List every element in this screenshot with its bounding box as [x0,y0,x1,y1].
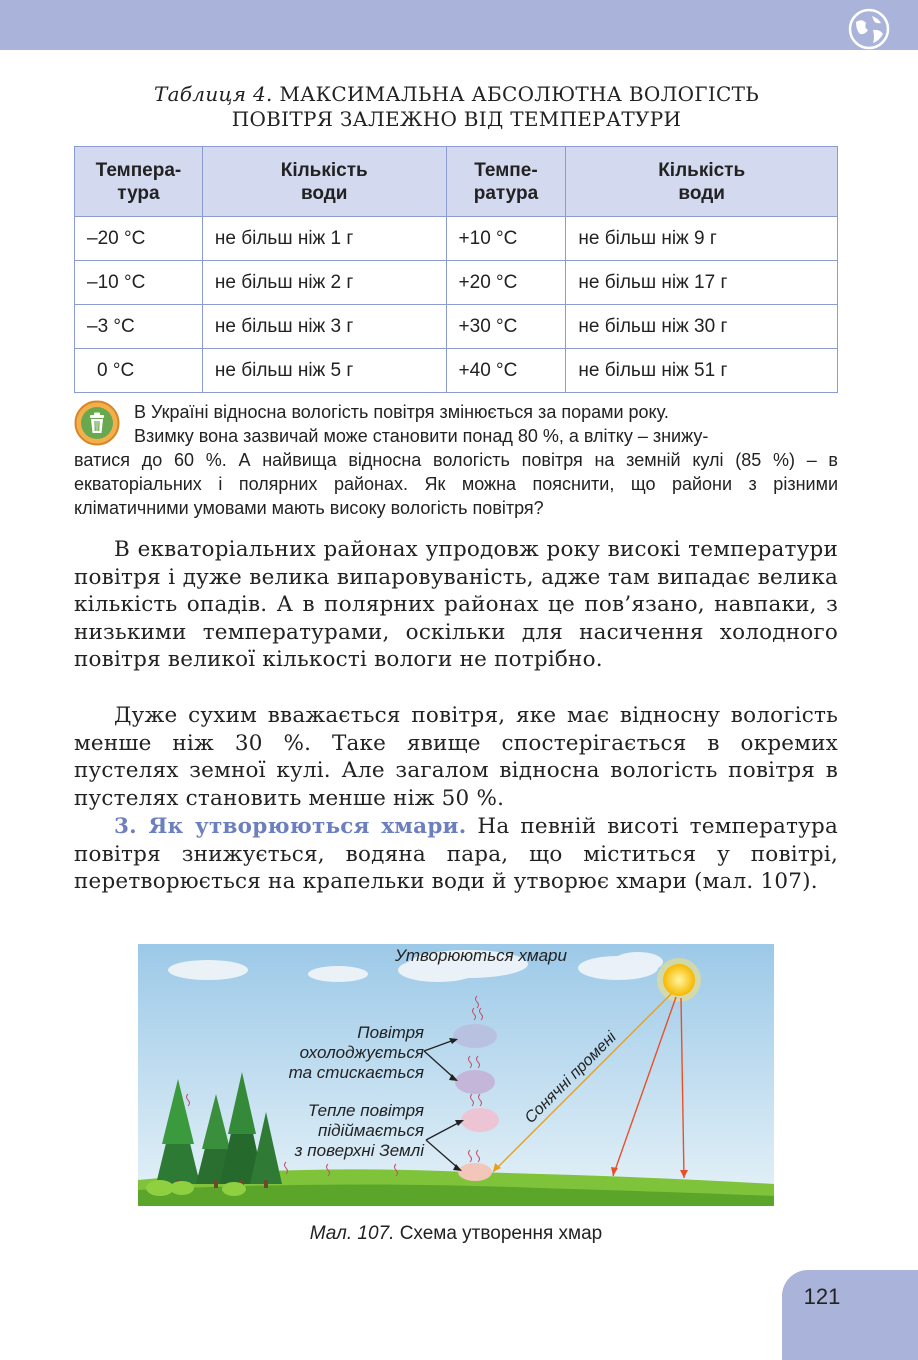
figure-caption [138,1223,774,1245]
paragraph-1: В екваторіальних районах упродовж року високі температури повітря і дуже велика випаровуваність, адже там випадає велика кількість опадів. А в полярних районах це пов’язано, навпаки, з низькими температурами, оскільки для насичення холодного повітря великої кількості вологи не потрібно. [74,537,838,672]
table-row [75,261,838,305]
table-cell: не більш ніж 2 г [202,261,446,305]
table-row [75,305,838,349]
question-note [74,400,838,520]
table-cell: –20 °С [75,217,203,261]
sun-icon [657,958,701,1002]
globe-icon [848,8,890,50]
table-cell: не більш ніж 9 г [566,217,838,261]
top-band [0,0,918,50]
figure-caption-label: Мал. 107. [309,1223,395,1244]
paragraph-2: Дуже сухим вважається повітря, яке має відносну вологість менше ніж 30 %. Таке явище спостерігається в окремих пустелях земної кулі. Але загалом відносна вологість повітря в пустелях становить менше ніж 50 %. [74,703,838,811]
header-temperature-1: Темпера- тура [75,147,203,217]
figure-caption-text: Схема утворення хмар [394,1223,603,1244]
header-water-2: Кількість води [566,147,838,217]
table-cell: не більш ніж 3 г [202,305,446,349]
table-cell: +40 °С [446,349,566,393]
table-cell: не більш ніж 17 г [566,261,838,305]
label-cool-3: та стискається [288,1063,424,1082]
humidity-table [74,146,838,393]
table-cell: +10 °С [446,217,566,261]
table-row [75,217,838,261]
table-cell: +20 °С [446,261,566,305]
page-number: 121 [803,1284,841,1309]
table-row [75,349,838,393]
table-caption-label: Таблиця 4. [153,82,273,106]
header-water-1: Кількість води [202,147,446,217]
label-cool-1: Повітря [357,1023,424,1042]
label-warm-3: з поверхні Землі [294,1141,424,1160]
cloud-formation-diagram [138,944,774,1206]
label-warm-1: Тепле повітря [307,1101,424,1120]
section-heading: 3. Як утворюються хмари. [114,814,467,839]
table-caption [75,82,838,132]
note-rest: ватися до 60 %. А найвища відносна вологість повітря на земній кулі (85 %) – в екваторіальних і полярних районах. Як можна пояснити, що райони з різними кліматичними умовами мають високу вологість повітря? [74,450,838,518]
table-cell: не більш ніж 51 г [566,349,838,393]
label-sun-rays: Сонячні промені [521,1028,620,1127]
label-cool-2: охолоджується [299,1043,424,1062]
note-line-2: Взимку вона зазвичай може становити понад 80 %, а влітку – знижу- [134,426,709,446]
table-caption-line1: МАКСИМАЛЬНА АБСОЛЮТНА ВОЛОГІСТЬ [279,82,760,106]
table-cell: 0 °С [75,349,203,393]
table-header-row [75,147,838,217]
paragraph-3: 3. Як утворюються хмари. На певній висоті температура повітря знижується, водяна пара, що міститься у повітрі, перетворюється на крапельки води й утворює хмари (мал. 107). [74,814,838,894]
table-cell: –3 °С [75,305,203,349]
header-temperature-2: Темпе- ратура [446,147,566,217]
note-line-1: В Україні відносна вологість повітря змінюється за порами року. [134,402,669,422]
table-cell: +30 °С [446,305,566,349]
table-caption-line2: ПОВІТРЯ ЗАЛЕЖНО ВІД ТЕМПЕРАТУРИ [231,107,682,131]
label-warm-2: підіймається [318,1121,424,1140]
table-cell: не більш ніж 1 г [202,217,446,261]
table-cell: –10 °С [75,261,203,305]
table-cell: не більш ніж 30 г [566,305,838,349]
trash-bin-icon [74,400,120,446]
table-cell: не більш ніж 5 г [202,349,446,393]
label-clouds-form: Утворюються хмари [395,946,567,965]
